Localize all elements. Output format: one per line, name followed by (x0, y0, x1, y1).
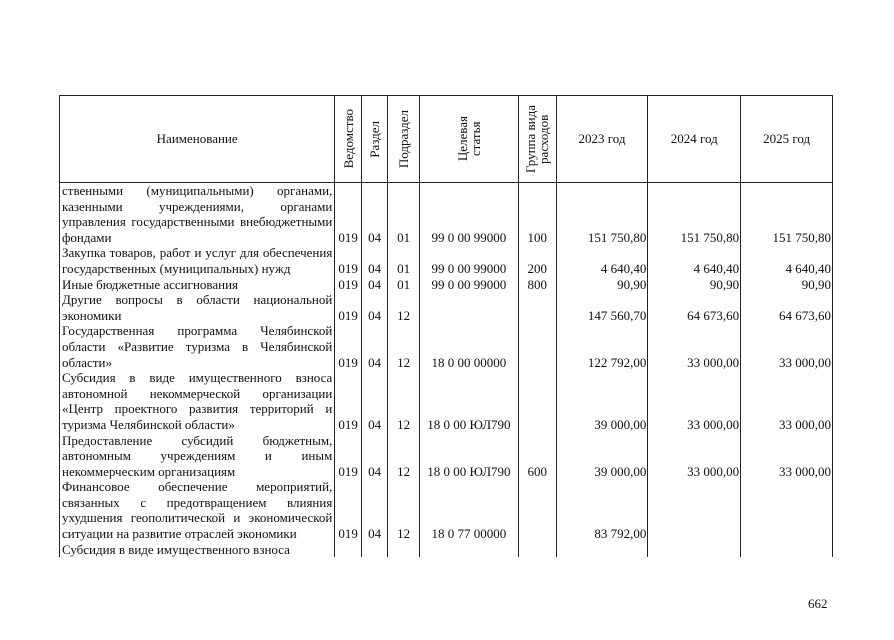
row-target: 18 0 00 00000 (419, 323, 518, 370)
row-target: 18 0 77 00000 (419, 479, 518, 541)
row-2024: 33 000,00 (648, 433, 741, 480)
row-subsection: 12 (388, 479, 420, 541)
row-2025: 151 750,80 (741, 183, 833, 246)
row-group: 800 (518, 277, 556, 293)
row-group (518, 292, 556, 323)
row-2025: 90,90 (741, 277, 833, 293)
row-group (518, 479, 556, 541)
row-2024 (648, 542, 741, 558)
row-target (419, 542, 518, 558)
row-dept: 019 (335, 370, 362, 432)
table-row (60, 323, 833, 370)
header-target (419, 96, 518, 183)
row-section: 04 (361, 370, 388, 432)
header-subsection (388, 96, 420, 183)
row-section: 04 (361, 323, 388, 370)
row-2024: 151 750,80 (648, 183, 741, 246)
table-row (60, 542, 833, 558)
row-group (518, 323, 556, 370)
budget-table (59, 95, 833, 557)
header-group-line1: Группа вида (523, 105, 539, 173)
row-dept: 019 (335, 277, 362, 293)
header-2023: 2023 год (556, 96, 648, 183)
table-row (60, 292, 833, 323)
row-2025 (741, 479, 833, 541)
row-2023: 39 000,00 (556, 370, 648, 432)
row-2023: 90,90 (556, 277, 648, 293)
row-group: 100 (518, 183, 556, 246)
row-subsection (388, 542, 420, 558)
row-2023: 151 750,80 (556, 183, 648, 246)
header-dept-text: Ведомство (340, 109, 356, 169)
header-name: Наименование (60, 96, 335, 183)
row-dept: 019 (335, 292, 362, 323)
row-section: 04 (361, 292, 388, 323)
row-2025: 33 000,00 (741, 370, 833, 432)
row-subsection: 12 (388, 292, 420, 323)
row-target: 18 0 00 ЮЛ790 (419, 433, 518, 480)
row-section: 04 (361, 277, 388, 293)
row-subsection: 01 (388, 183, 420, 246)
header-section (361, 96, 388, 183)
table-row (60, 370, 833, 432)
row-name: Иные бюджетные ассигнования (60, 277, 335, 293)
table-row (60, 183, 833, 246)
row-dept: 019 (335, 183, 362, 246)
row-name: Другие вопросы в области национальной экономики (60, 292, 335, 323)
header-group-line2: расходов (536, 114, 552, 164)
row-name: Финансовое обеспечение мероприятий, связанных с предотвращением влияния ухудшения геополитической и экономической ситуации на развитие отраслей экономики (60, 479, 335, 541)
header-target-line2: статья (467, 121, 483, 157)
header-dept (335, 96, 362, 183)
row-name: Предоставление субсидий бюджетным, автономным учреждениям и иным некоммерческим организациям (60, 433, 335, 480)
row-2023 (556, 542, 648, 558)
table-row (60, 479, 833, 541)
row-group (518, 370, 556, 432)
row-name: Государственная программа Челябинской области «Развитие туризма в Челябинской области» (60, 323, 335, 370)
row-name: ственными (муниципальными) органами, казенными учреждениями, органами управления государственными внебюджетными фондами (60, 183, 335, 246)
page-number: 662 (808, 596, 828, 611)
row-subsection: 01 (388, 277, 420, 293)
row-2023: 122 792,00 (556, 323, 648, 370)
row-section: 04 (361, 183, 388, 246)
row-2023: 4 640,40 (556, 245, 648, 276)
row-subsection: 01 (388, 245, 420, 276)
table-row (60, 277, 833, 293)
row-dept (335, 542, 362, 558)
row-subsection: 12 (388, 323, 420, 370)
row-name: Субсидия в виде имущественного взноса (60, 542, 335, 558)
row-2024: 33 000,00 (648, 370, 741, 432)
row-group: 600 (518, 433, 556, 480)
header-target-text (456, 116, 482, 161)
row-section (361, 542, 388, 558)
row-2024: 64 673,60 (648, 292, 741, 323)
row-2024: 4 640,40 (648, 245, 741, 276)
row-2023: 39 000,00 (556, 433, 648, 480)
row-target: 18 0 00 ЮЛ790 (419, 370, 518, 432)
header-section-text: Раздел (367, 120, 383, 158)
row-dept: 019 (335, 323, 362, 370)
row-2025: 33 000,00 (741, 433, 833, 480)
row-section: 04 (361, 245, 388, 276)
header-group-text (524, 105, 550, 173)
row-dept: 019 (335, 245, 362, 276)
row-subsection: 12 (388, 370, 420, 432)
row-2024 (648, 479, 741, 541)
header-group (518, 96, 556, 183)
row-2024: 90,90 (648, 277, 741, 293)
table-row (60, 245, 833, 276)
row-2025: 4 640,40 (741, 245, 833, 276)
row-section: 04 (361, 433, 388, 480)
row-2024: 33 000,00 (648, 323, 741, 370)
header-target-line1: Целевая (454, 116, 470, 162)
row-target: 99 0 00 99000 (419, 245, 518, 276)
row-dept: 019 (335, 433, 362, 480)
row-target: 99 0 00 99000 (419, 277, 518, 293)
row-name: Закупка товаров, работ и услуг для обеспечения государственных (муниципальных) нужд (60, 245, 335, 276)
row-2023: 147 560,70 (556, 292, 648, 323)
row-2023: 83 792,00 (556, 479, 648, 541)
row-group: 200 (518, 245, 556, 276)
row-group (518, 542, 556, 558)
row-dept: 019 (335, 479, 362, 541)
row-section: 04 (361, 479, 388, 541)
header-2024: 2024 год (648, 96, 741, 183)
row-2025: 64 673,60 (741, 292, 833, 323)
row-2025 (741, 542, 833, 558)
header-subsection-text: Подраздел (396, 109, 412, 169)
row-name: Субсидия в виде имущественного взноса автономной некоммерческой организации «Центр проектного развития территорий и туризма Челябинской области» (60, 370, 335, 432)
row-target (419, 292, 518, 323)
table-row (60, 433, 833, 480)
table-header-row (60, 96, 833, 183)
row-2025: 33 000,00 (741, 323, 833, 370)
header-2025: 2025 год (741, 96, 833, 183)
row-target: 99 0 00 99000 (419, 183, 518, 246)
row-subsection: 12 (388, 433, 420, 480)
